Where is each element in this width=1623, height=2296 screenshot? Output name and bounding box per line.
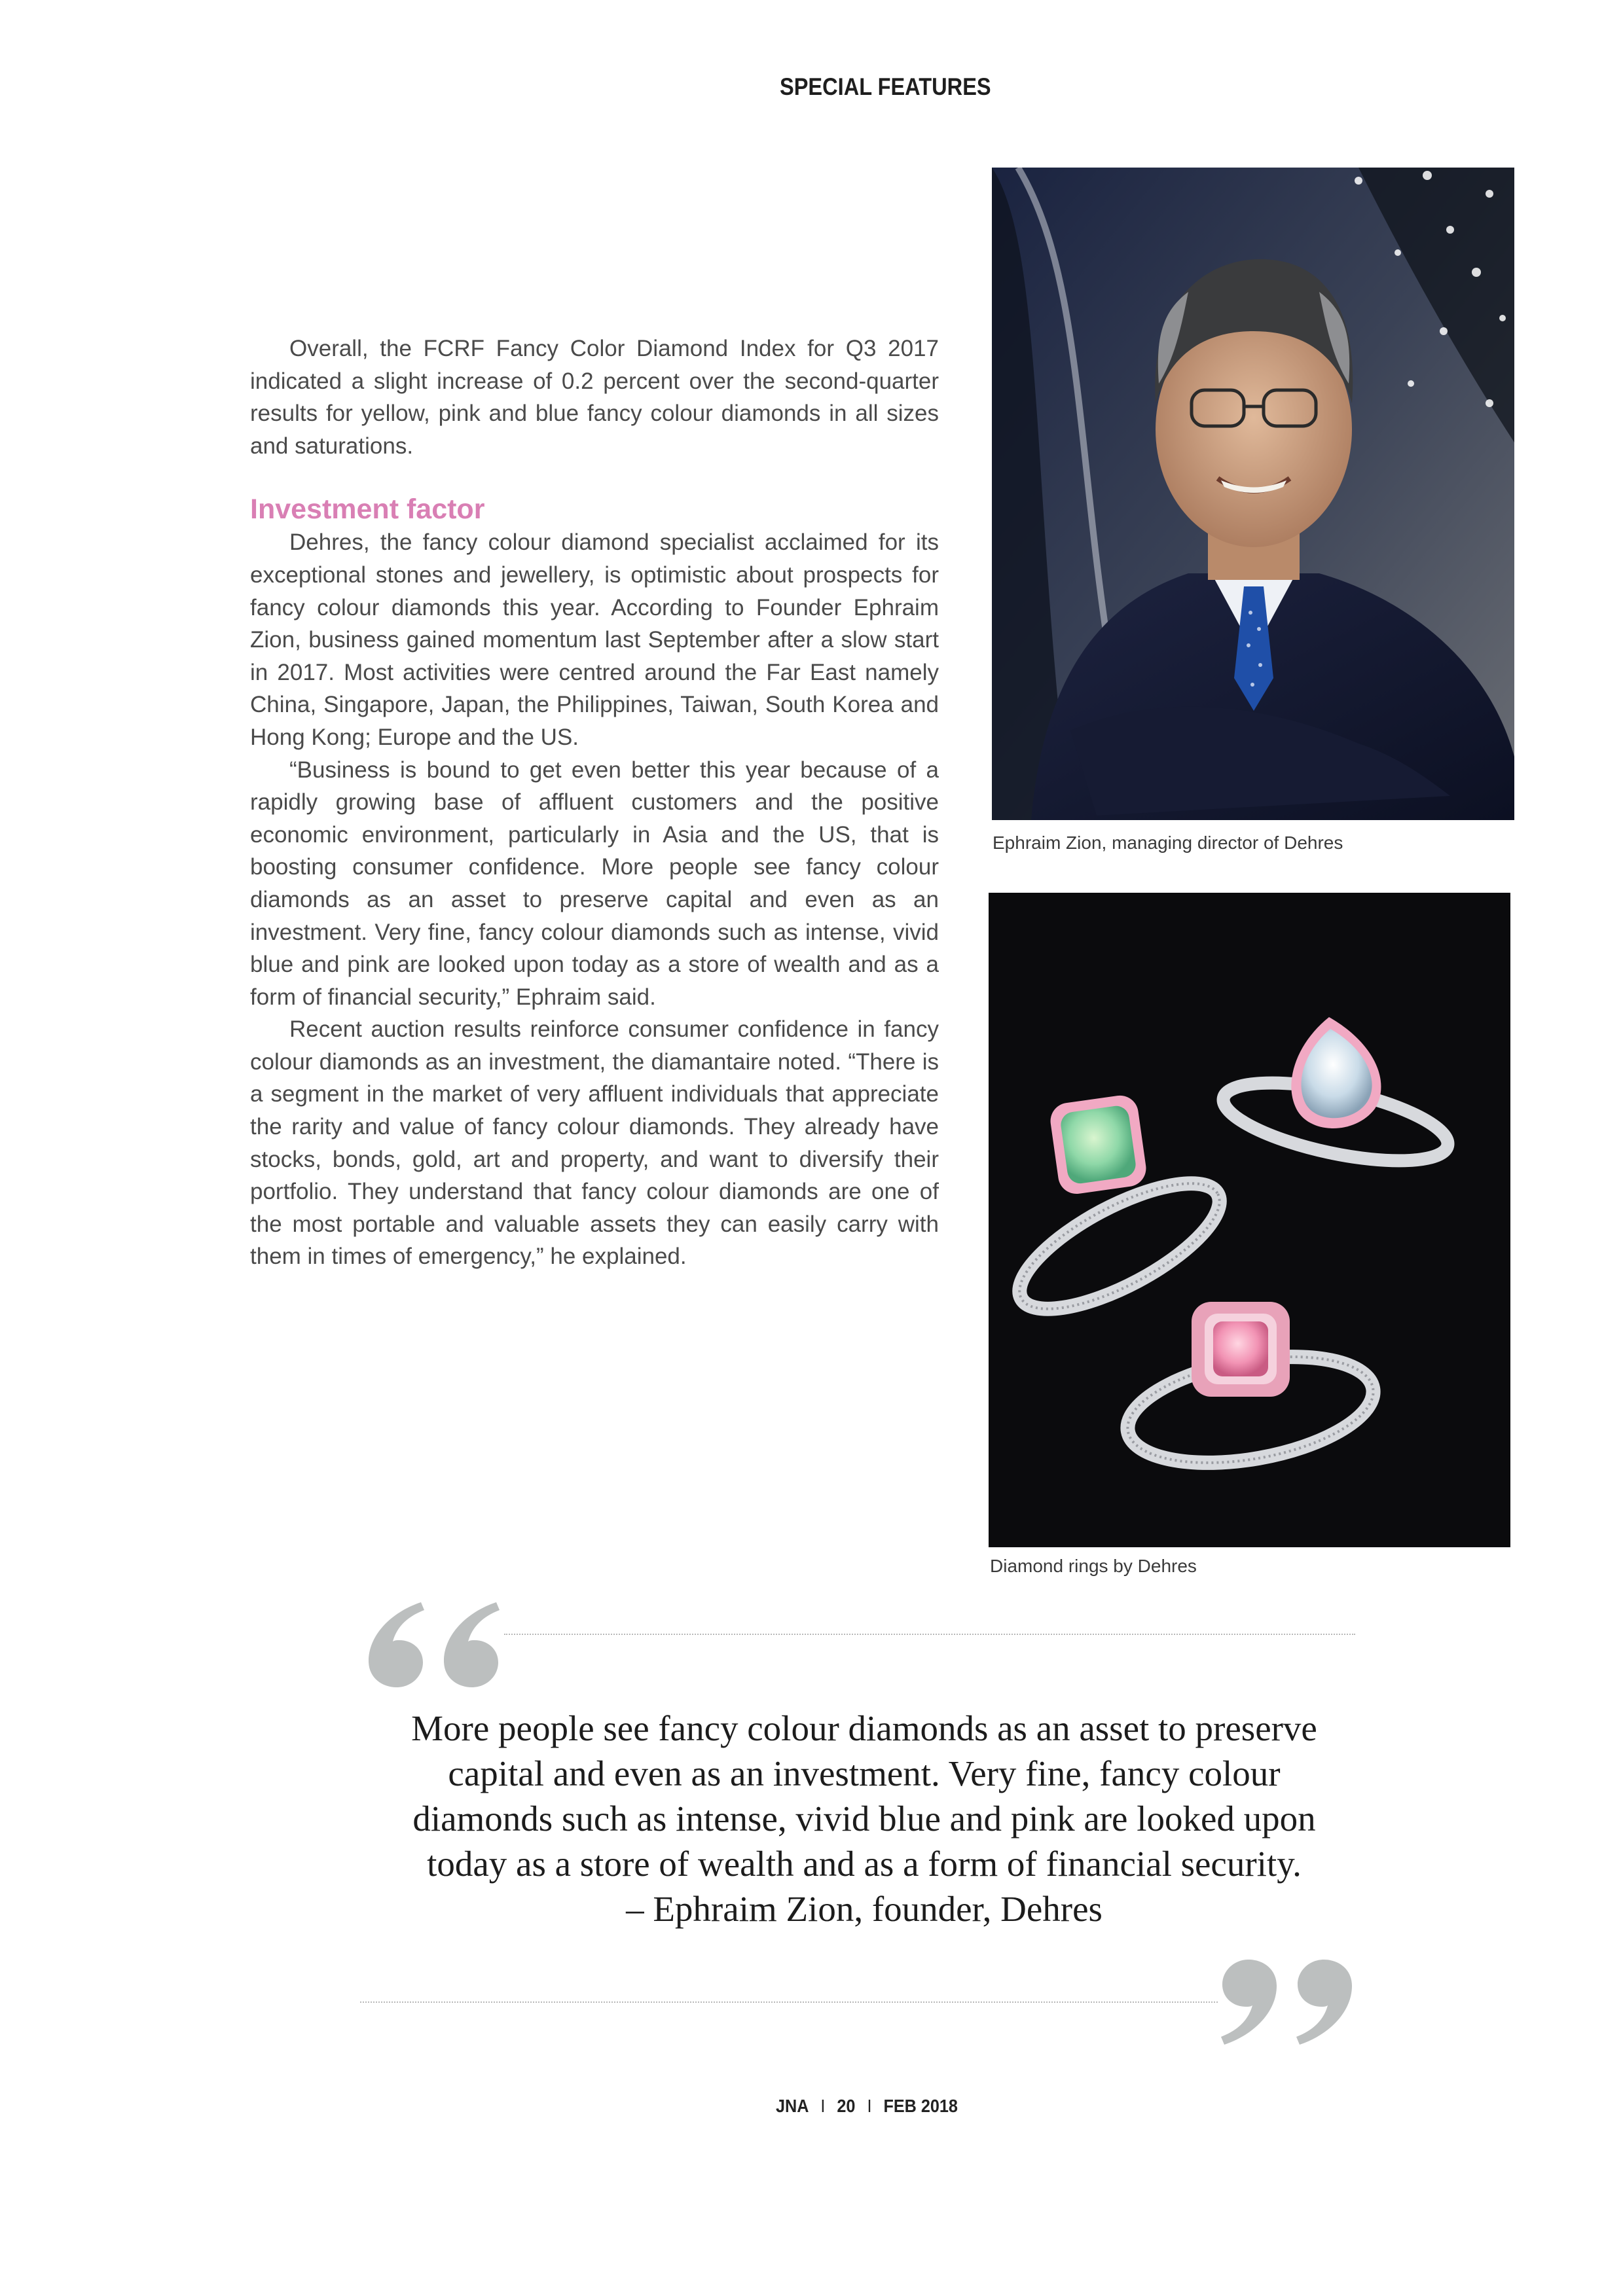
article-subheading: Investment factor xyxy=(250,493,485,526)
intro-paragraph: Overall, the FCRF Fancy Color Diamond Index for Q3 2017 indicated a slight increase of 0.2 percent over the second-quarter results for yellow, pink and blue fancy colour diamonds in all sizes and saturations. xyxy=(250,336,939,459)
page-folio xyxy=(776,2096,970,2117)
pullquote-line: capital and even as an investment. Very fine, fancy colour xyxy=(448,1753,1281,1793)
pullquote-bottom-rule xyxy=(360,2001,1218,2003)
pullquote xyxy=(367,1706,1362,1931)
portrait-caption: Ephraim Zion, managing director of Dehres xyxy=(993,833,1343,853)
open-quote-icon xyxy=(359,1589,509,1691)
rings-illustration xyxy=(989,893,1510,1547)
portrait-illustration xyxy=(992,168,1514,820)
issue-date: FEB 2018 xyxy=(883,2096,958,2116)
page-number: 20 xyxy=(837,2096,856,2116)
portrait-photo xyxy=(992,168,1514,820)
folio-separator: I xyxy=(820,2096,826,2116)
folio-separator: I xyxy=(867,2096,872,2116)
body-paragraph: “Business is bound to get even better this year because of a rapidly growing base of affluent customers and the positive economic environment, particularly in Asia and the US, that is boosting consumer confidence. More people see fancy colour diamonds as an asset to preserve capital and even as an investment. Very fine, fancy colour diamonds such as intense, vivid blue and pink are looked upon today as a store of wealth and as a form of financial security,” Ephraim said. xyxy=(250,757,939,1010)
pullquote-top-rule xyxy=(504,1634,1355,1635)
pullquote-line: diamonds such as intense, vivid blue and pink are looked upon xyxy=(412,1799,1316,1839)
publication-name: JNA xyxy=(776,2096,809,2116)
close-quote-icon xyxy=(1211,1960,1362,2061)
body-paragraph: Recent auction results reinforce consumer confidence in fancy colour diamonds as an investment, the diamantaire noted. “There is a segment in the market of very affluent individuals that appreciate the rarity and value of fancy colour diamonds. They already have stocks, bonds, gold, art and property, and want to diversify their portfolio. They understand that fancy colour diamonds are one of the most portable and valuable assets they can easily carry with them in times of emergency,” he explained. xyxy=(250,1016,939,1270)
rings-photo xyxy=(989,893,1510,1547)
rings-caption: Diamond rings by Dehres xyxy=(990,1556,1197,1576)
pullquote-line: today as a store of wealth and as a form of financial security. xyxy=(427,1844,1302,1884)
section-label: SPECIAL FEATURES xyxy=(780,73,991,100)
body-paragraph: Dehres, the fancy colour diamond specialist acclaimed for its exceptional stones and jewellery, is optimistic about prospects for fancy colour diamonds this year. According to Founder Ephraim Zion, business gained momentum last September after a slow start in 2017. Most activities were centred around the Far East namely China, Singapore, Japan, the Philippines, Taiwan, South Korea and Hong Kong; Europe and the US. xyxy=(250,529,939,750)
pullquote-line: More people see fancy colour diamonds as an asset to preserve xyxy=(411,1708,1317,1748)
pullquote-attribution: – Ephraim Zion, founder, Dehres xyxy=(626,1889,1103,1929)
article-body xyxy=(250,332,939,1273)
